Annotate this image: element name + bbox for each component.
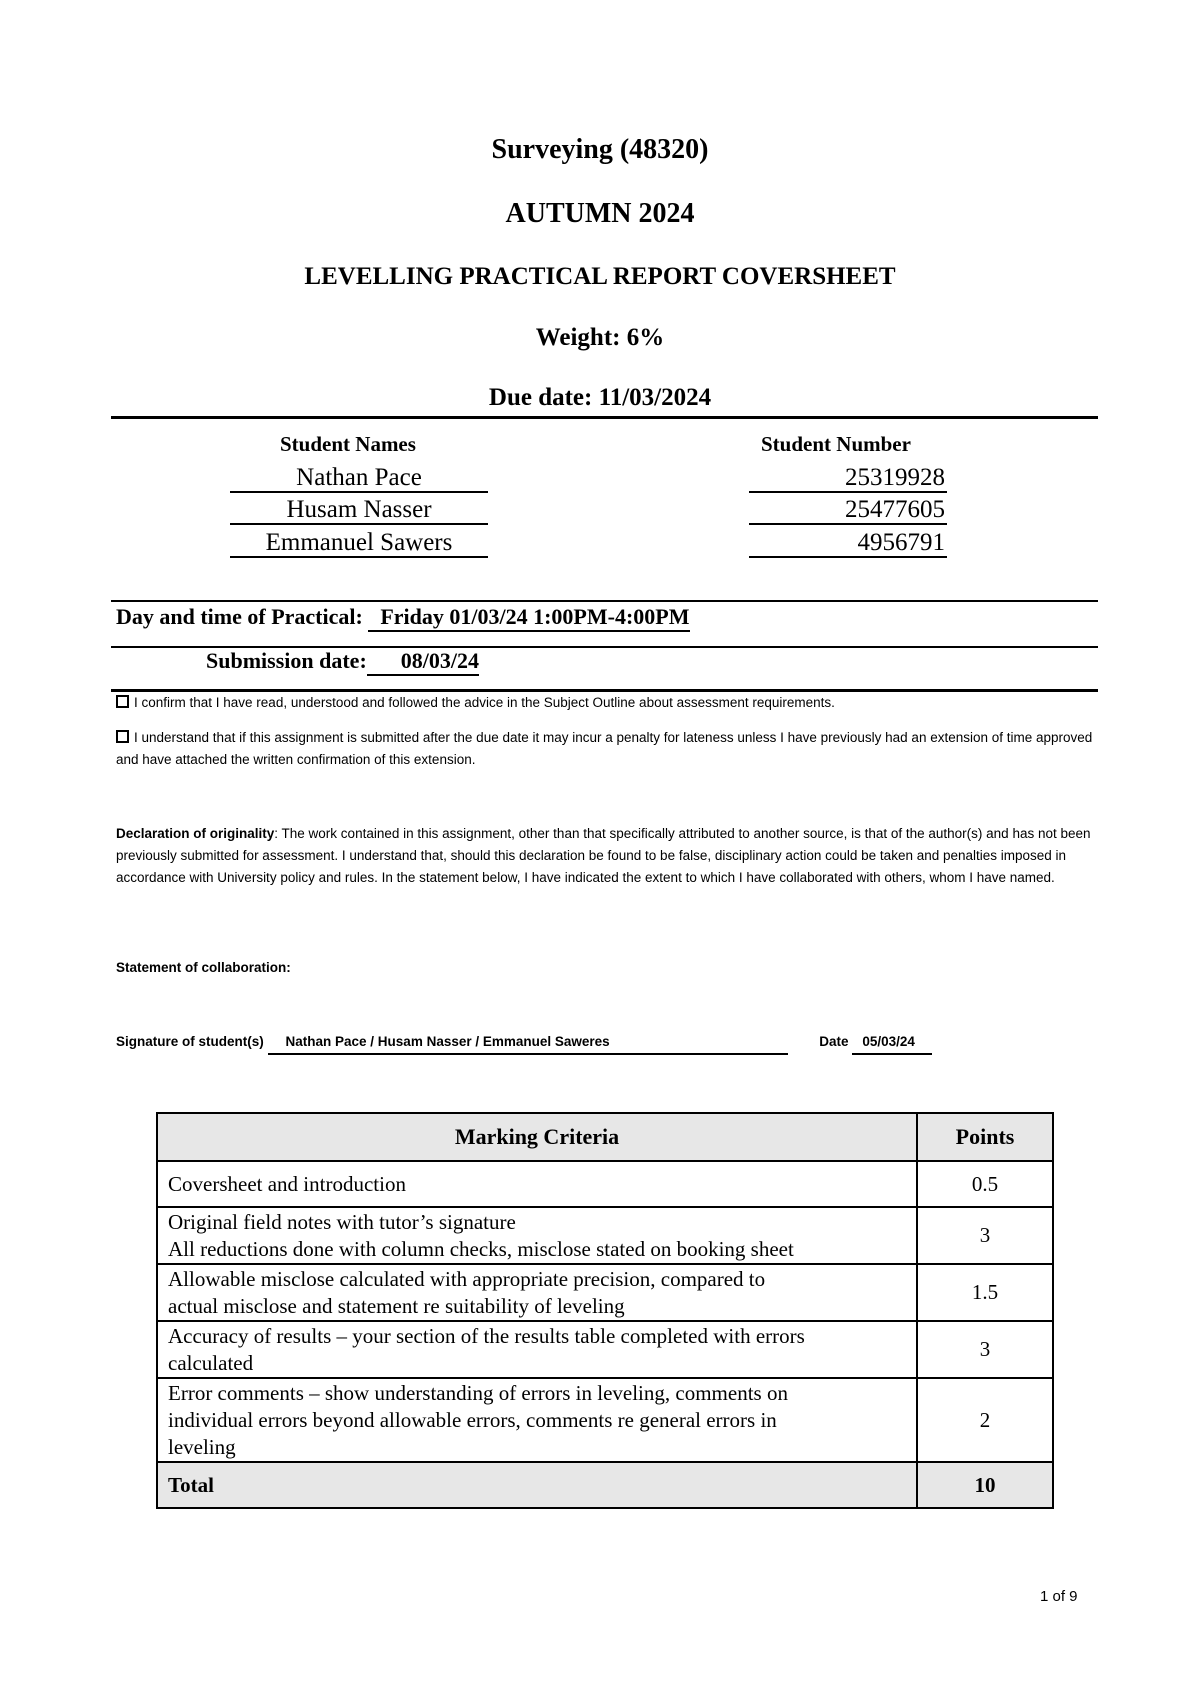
criteria-cell [157, 1264, 917, 1321]
criteria-column-header: Marking Criteria [157, 1113, 917, 1161]
total-row [157, 1462, 1053, 1508]
criteria-line: Accuracy of results – your section of the results table completed with errors [168, 1323, 805, 1348]
total-points: 10 [917, 1462, 1053, 1508]
table-header-row [157, 1113, 1053, 1161]
weight: Weight: 6% [535, 324, 665, 351]
criteria-line: leveling [168, 1434, 236, 1459]
student-number[interactable]: 25319928 [749, 463, 947, 493]
confirm-text: I understand that if this assignment is submitted after the due date it may incur a penalty for lateness unless I have previously had an extension of time approved and have attached the written confirmation of this extension. [116, 730, 1093, 767]
student-name[interactable]: Emmanuel Sawers [230, 528, 488, 558]
criteria-line: All reductions done with column checks, misclose stated on booking sheet [168, 1236, 794, 1261]
student-number-header: Student Number [761, 432, 911, 456]
declaration-of-originality [116, 823, 1098, 889]
student-name[interactable]: Husam Nasser [230, 495, 488, 525]
signature-label: Signature of student(s) [116, 1034, 264, 1049]
submission-row [206, 648, 479, 676]
student-number[interactable]: 4956791 [749, 528, 947, 558]
signature-row [116, 1031, 1016, 1055]
criteria-cell [157, 1161, 917, 1207]
submission-date-value[interactable]: 08/03/24 [367, 648, 479, 676]
table-row [157, 1207, 1053, 1264]
points-cell: 0.5 [917, 1161, 1053, 1207]
confirm-subject-outline [116, 692, 1096, 714]
student-name[interactable]: Nathan Pace [230, 463, 488, 493]
points-cell: 1.5 [917, 1264, 1053, 1321]
collaboration-label: Statement of collaboration: [116, 960, 291, 975]
criteria-line: Error comments – show understanding of errors in leveling, comments on [168, 1380, 788, 1405]
course-title: Surveying (48320) [491, 134, 709, 165]
student-names-header: Student Names [280, 432, 416, 456]
criteria-cell [157, 1378, 917, 1462]
signature-value[interactable]: Nathan Pace / Husam Nasser / Emmanuel Saweres [268, 1031, 788, 1055]
criteria-line: Allowable misclose calculated with appropriate precision, compared to [168, 1266, 766, 1291]
signature-date-label: Date [819, 1034, 849, 1049]
confirm-text: I confirm that I have read, understood and followed the advice in the Subject Outline about assessment requirements. [134, 695, 835, 710]
points-cell: 3 [917, 1207, 1053, 1264]
practical-row [116, 604, 690, 632]
practical-day-label: Day and time of Practical: [116, 604, 363, 629]
report-title: LEVELLING PRACTICAL REPORT COVERSHEET [304, 263, 896, 290]
student-number[interactable]: 25477605 [749, 495, 947, 525]
divider [111, 600, 1098, 602]
divider [111, 416, 1098, 419]
submission-date-label: Submission date: [206, 648, 367, 673]
table-row [157, 1264, 1053, 1321]
declaration-text: : The work contained in this assignment, other than that specifically attributed to another source, is that of the author(s) and has not been previously submitted for assessment. I understand that, should this declaration be found to be false, disciplinary action could be taken and penalties imposed in accordance with University policy and rules. In the statement below, I have indicated the extent to which I have collaborated with others, whom I have named. [116, 826, 1091, 885]
criteria-line: Original field notes with tutor’s signature [168, 1209, 516, 1234]
term-title: AUTUMN 2024 [505, 198, 695, 229]
points-cell: 2 [917, 1378, 1053, 1462]
checkbox[interactable] [116, 695, 129, 708]
page-number: 1 of 9 [1040, 1588, 1078, 1605]
criteria-line: actual misclose and statement re suitability of leveling [168, 1293, 625, 1318]
confirm-late-penalty [116, 727, 1098, 771]
practical-day-value[interactable]: Friday 01/03/24 1:00PM-4:00PM [368, 604, 689, 632]
criteria-line: calculated [168, 1350, 254, 1375]
points-cell: 3 [917, 1321, 1053, 1378]
total-label: Total [157, 1462, 917, 1508]
due-date: Due date: 11/03/2024 [488, 384, 712, 411]
criteria-cell [157, 1321, 917, 1378]
criteria-cell [157, 1207, 917, 1264]
marking-criteria-table [156, 1112, 1054, 1509]
checkbox[interactable] [116, 730, 129, 743]
criteria-line: individual errors beyond allowable errors, comments re general errors in [168, 1407, 777, 1432]
points-column-header: Points [917, 1113, 1053, 1161]
table-row [157, 1161, 1053, 1207]
table-row [157, 1321, 1053, 1378]
table-row [157, 1378, 1053, 1462]
criteria-line: Coversheet and introduction [168, 1171, 406, 1196]
signature-date-value[interactable]: 05/03/24 [852, 1031, 932, 1055]
declaration-label: Declaration of originality [116, 826, 275, 841]
